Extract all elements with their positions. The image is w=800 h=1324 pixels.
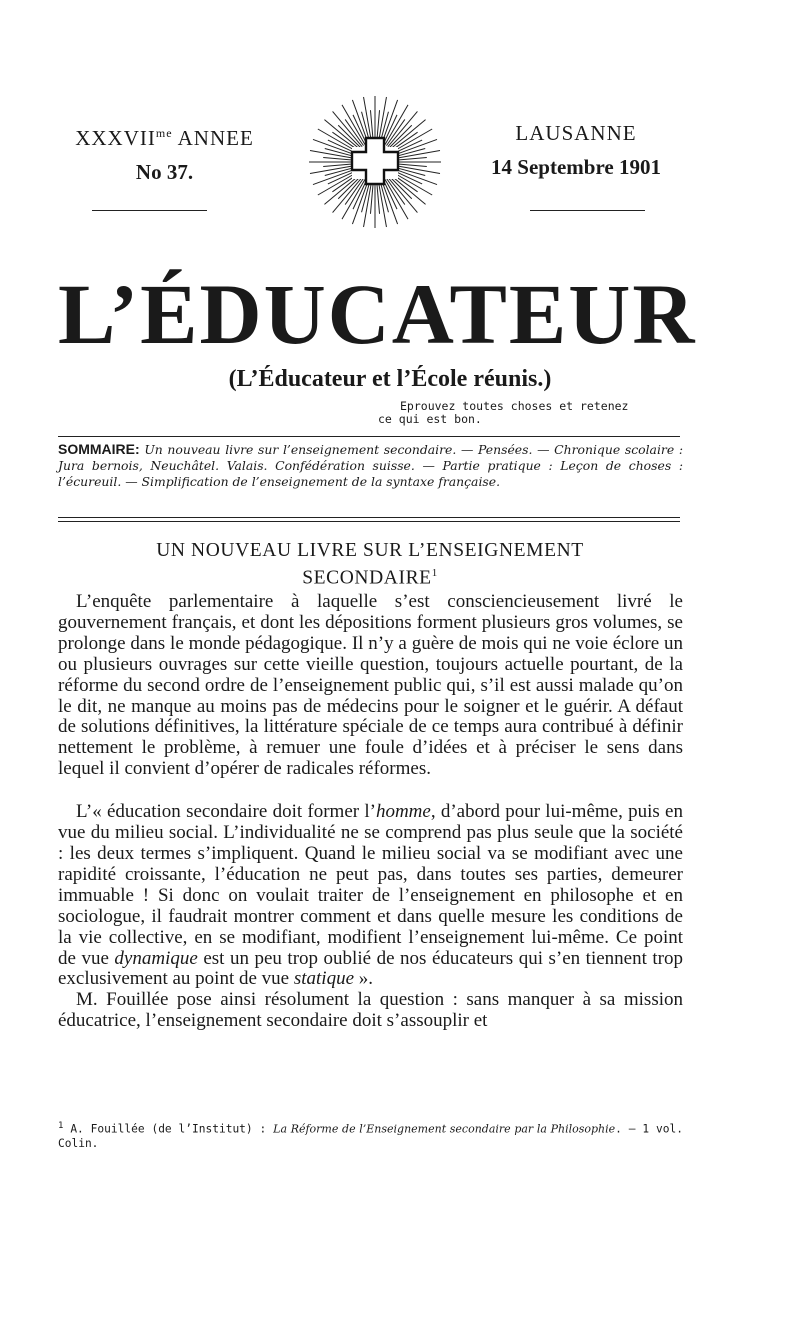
city-label: LAUSANNE bbox=[515, 121, 637, 145]
footnote-book-title: La Réforme de l’Enseignement secondaire par la Philosophie bbox=[273, 1122, 616, 1136]
issue-date: 14 Septembre 1901 bbox=[491, 155, 661, 179]
masthead-title: L’ÉDUCATEUR bbox=[58, 266, 697, 362]
summary-bottom-rule-2 bbox=[58, 521, 680, 522]
article-title-line-1: UN NOUVEAU LIVRE SUR L’ENSEIGNEMENT bbox=[156, 540, 584, 561]
right-header-rule bbox=[530, 210, 645, 211]
paragraph-2: L’« éducation secondaire doit former l’homme, d’abord pour lui-même, puis en vue du milieu social. L’individualité ne se comprend pas plus seule que la société : les deux termes s’impliquent. Quand le milieu social va se modifiant avec une rapidité croissante, l’éducation ne peut pas, dans toutes ses parties, demeurer immuable ! Si donc on voulait traiter de l’enseignement en philosophe et en sociologue, il faudrait montrer comment et dans quelle mesure les conditions de la vie collective, en se modifiant, modifient l’enseignement lui-même. Ce point de vue dynamique est un peu trop oublié de nos éducateurs qui s’en tiennent trop exclusivement au point de vue statique ». bbox=[58, 801, 684, 990]
masthead-subtitle: (L’Éducateur et l’École réunis.) bbox=[228, 366, 552, 392]
summary-block bbox=[58, 442, 683, 490]
paragraph-3: M. Fouillée pose ainsi résolument la question : sans manquer à sa mission éducatrice, l’enseignement secondaire doit s’assouplir et bbox=[58, 989, 683, 1032]
place-date-block bbox=[466, 120, 686, 182]
summary-top-rule bbox=[58, 436, 680, 437]
footnote: $^1$ A. Fouillée (de l’Institut) : La Réforme de l’Enseignement secondaire par la Philosophie. — 1 vol. Colin. bbox=[58, 1121, 683, 1150]
paragraph-1: L’enquête parlementaire à laquelle s’est consciencieusement livré le gouvernement français, et dont les dépositions forment plusieurs gros volumes, se prolonge dans le monde pédagogique. Il n’y a guère de mois qui ne voie éclore un ou plusieurs ouvrages sur cette vieille question, toujours actuelle pourtant, de la réforme du second ordre de l’enseignement public qui, s’il est aussi malade qu’on le dit, ne manque au moins pas de médecins pour le soigner et le guérir. A défaut de solutions définitives, la littérature spéciale de ce temps aura contribué à définir nettement le problème, à remuer une foule d’idées et à préciser le sens dans lequel il convient d’opérer de radicales réformes. bbox=[58, 591, 683, 780]
title-footnote-mark: 1 bbox=[431, 567, 438, 579]
motto bbox=[378, 399, 700, 426]
left-header-rule bbox=[92, 210, 207, 211]
article-title-line-2: SECONDAIRE$^1$ bbox=[302, 567, 438, 589]
motto-line-1: Eprouvez toutes choses et retenez bbox=[400, 399, 629, 413]
article-body bbox=[58, 592, 683, 1032]
summary-bottom-rule-1 bbox=[58, 517, 680, 518]
volume-block bbox=[62, 120, 267, 187]
motto-line-2: ce qui est bon. bbox=[378, 412, 482, 426]
volume-label: $XXXVII^{me}$ ANNEE bbox=[75, 126, 254, 150]
summary-label: SOMMAIRE: bbox=[58, 441, 140, 457]
article-title bbox=[60, 540, 680, 590]
swiss-cross-sunburst-icon bbox=[300, 92, 450, 234]
summary-text: Un nouveau livre sur l’enseignement secondaire. — Pensées. — Chronique scolaire : Jura bernois, Neuchâtel. Valais. Confédération suisse. — Partie pratique : Leçon de choses : l’écureuil. — Simplification de l’enseignement de la syntaxe française. bbox=[58, 442, 683, 489]
footnote-mark: 1 bbox=[58, 1121, 64, 1131]
issue-number: No 37. bbox=[135, 160, 194, 184]
